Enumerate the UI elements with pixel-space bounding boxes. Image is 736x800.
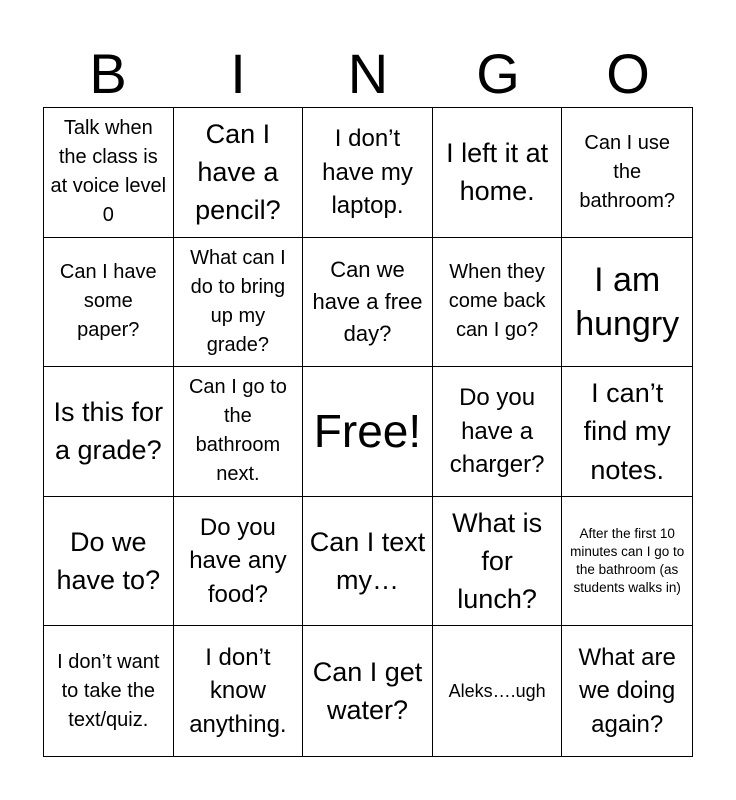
bingo-cell[interactable]: What is for lunch? bbox=[433, 497, 563, 627]
bingo-cell[interactable]: Can we have a free day? bbox=[303, 238, 433, 368]
bingo-cell[interactable]: Aleks….ugh bbox=[433, 626, 563, 756]
bingo-cell[interactable]: I don’t want to take the text/quiz. bbox=[44, 626, 174, 756]
bingo-cell[interactable]: After the first 10 minutes can I go to the bathroom (as students walks in) bbox=[562, 497, 692, 627]
bingo-cell[interactable]: I don’t know anything. bbox=[174, 626, 304, 756]
bingo-cell[interactable]: Can I go to the bathroom next. bbox=[174, 367, 304, 497]
bingo-cell[interactable]: Do you have a charger? bbox=[433, 367, 563, 497]
free-space-cell[interactable]: Free! bbox=[303, 367, 433, 497]
bingo-cell[interactable]: I can’t find my notes. bbox=[562, 367, 692, 497]
bingo-cell[interactable]: Do we have to? bbox=[44, 497, 174, 627]
header-letter-g: G bbox=[476, 42, 520, 105]
bingo-board bbox=[43, 107, 693, 757]
bingo-cell[interactable]: I left it at home. bbox=[433, 108, 563, 238]
header-letter-n: N bbox=[347, 42, 389, 105]
bingo-cell[interactable]: Talk when the class is at voice level 0 bbox=[44, 108, 174, 238]
header-letter-i: I bbox=[230, 42, 246, 105]
bingo-cell[interactable]: I don’t have my laptop. bbox=[303, 108, 433, 238]
bingo-cell[interactable]: What can I do to bring up my grade? bbox=[174, 238, 304, 368]
header-letter-o: O bbox=[606, 42, 650, 105]
bingo-cell[interactable]: Can I have a pencil? bbox=[174, 108, 304, 238]
bingo-cell[interactable]: When they come back can I go? bbox=[433, 238, 563, 368]
bingo-cell[interactable]: What are we doing again? bbox=[578, 643, 676, 738]
bingo-cell[interactable]: Can I text my… bbox=[303, 497, 433, 627]
bingo-cell[interactable]: I am hungry bbox=[562, 238, 692, 368]
bingo-cell[interactable]: Can I have some paper? bbox=[44, 238, 174, 368]
bingo-cell[interactable]: Do you have any food? bbox=[174, 497, 304, 627]
bingo-cell[interactable]: Can I get water? bbox=[303, 626, 433, 756]
bingo-cell[interactable]: Is this for a grade? bbox=[44, 367, 174, 497]
bingo-cell[interactable]: Can I use the bathroom? bbox=[562, 108, 692, 238]
bingo-header bbox=[43, 40, 693, 108]
header-letter-b: B bbox=[89, 42, 127, 105]
